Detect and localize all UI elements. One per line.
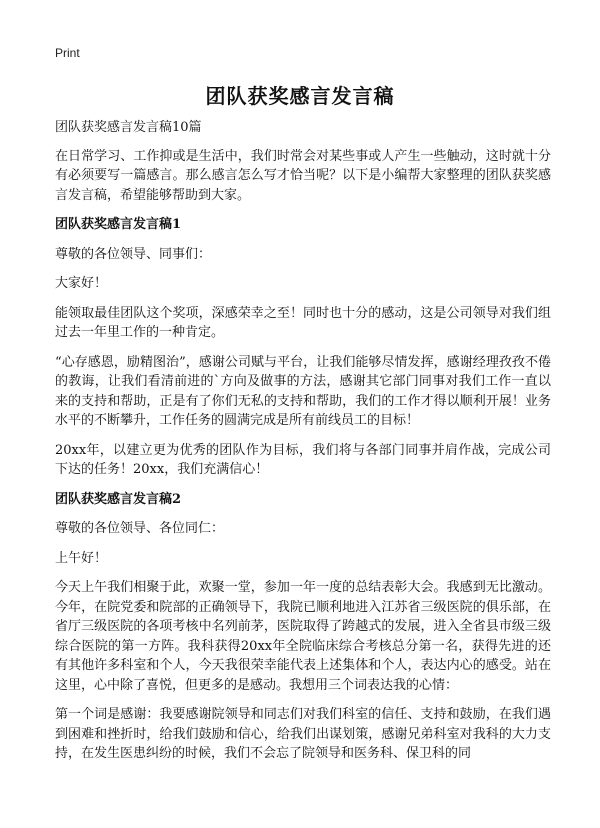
paragraph: 尊敬的各位领导、各位同仁： — [55, 521, 225, 536]
paragraph: 大家好！ — [55, 276, 108, 291]
intro-paragraph: 在日常学习、工作抑或是生活中，我们时常会对某些事或人产生一些触动，这时就十分有必须要写一篇感言。那么感言怎么写才恰当呢？以下是小编帮大家整理的团队获奖感言发言稿，希望能够帮助到大家。 — [55, 148, 551, 203]
paragraph: 能领取最佳团队这个奖项，深感荣幸之至！同时也十分的感动，这是公司领导对我们组过去一年里工作的一种肯定。 — [55, 305, 551, 340]
paragraph: 尊敬的各位领导、同事们： — [55, 246, 212, 262]
paragraph: 上午好！ — [55, 550, 108, 566]
document-subtitle: 团队获奖感言发言稿10篇 — [55, 120, 202, 135]
paragraph: “心存感恩，励精图治”，感谢公司赋与平台，让我们能够尽情发挥，感谢经理孜孜不倦的教诲，让我们看清前进的`方向及做事的方法，感谢其它部门同事对我们工作一直以来的支持和帮助，正是有了你们无私的支持和帮助，我们的工作才得以顺利开展！业务水平的不断攀升，工作任务的圆满完成是所有前线员工的目标！ — [55, 354, 551, 428]
print-link[interactable]: Print — [55, 46, 80, 60]
section-heading: 团队获奖感言发言稿1 — [55, 217, 182, 232]
paragraph: 20xx年，以建立更为优秀的团队作为目标，我们将与各部门同事并肩作战，完成公司下达的任务！20xx，我们充满信心！ — [55, 442, 551, 477]
paragraph: 第一个词是感谢：我要感谢院领导和同志们对我们科室的信任、支持和鼓励，在我们遇到困难和挫折时，给我们鼓励和信心，给我们出谋划策，感谢兄弟科室对我科的大力支持，在发生医患纠纷的时候，我们不会忘了院领导和医务科、保卫科的同 — [55, 707, 551, 761]
section-heading: 团队获奖感言发言稿2 — [55, 491, 182, 507]
page-title: 团队获奖感言发言稿 — [205, 84, 395, 108]
document-body — [55, 118, 551, 774]
paragraph: 今天上午我们相聚于此，欢聚一堂，参加一年一度的总结表彰大会。我感到无比激动。今年，在院党委和院部的正确领导下，我院已顺利地进入江苏省三级医院的俱乐部，在省厅三级医院的各项考核中名列前茅，医院取得了跨越式的发展，进入全省县市级三级综合医院的第一方阵。我科获得20xx年全院临床综合考核总分第一名，获得先进的还有其他许多科室和个人，今天我很荣幸能代表上述集体和个人，表达内心的感受。站在这里，心中除了喜悦，但更多的是感动。我想用三个词表达我的心情： — [55, 580, 551, 693]
